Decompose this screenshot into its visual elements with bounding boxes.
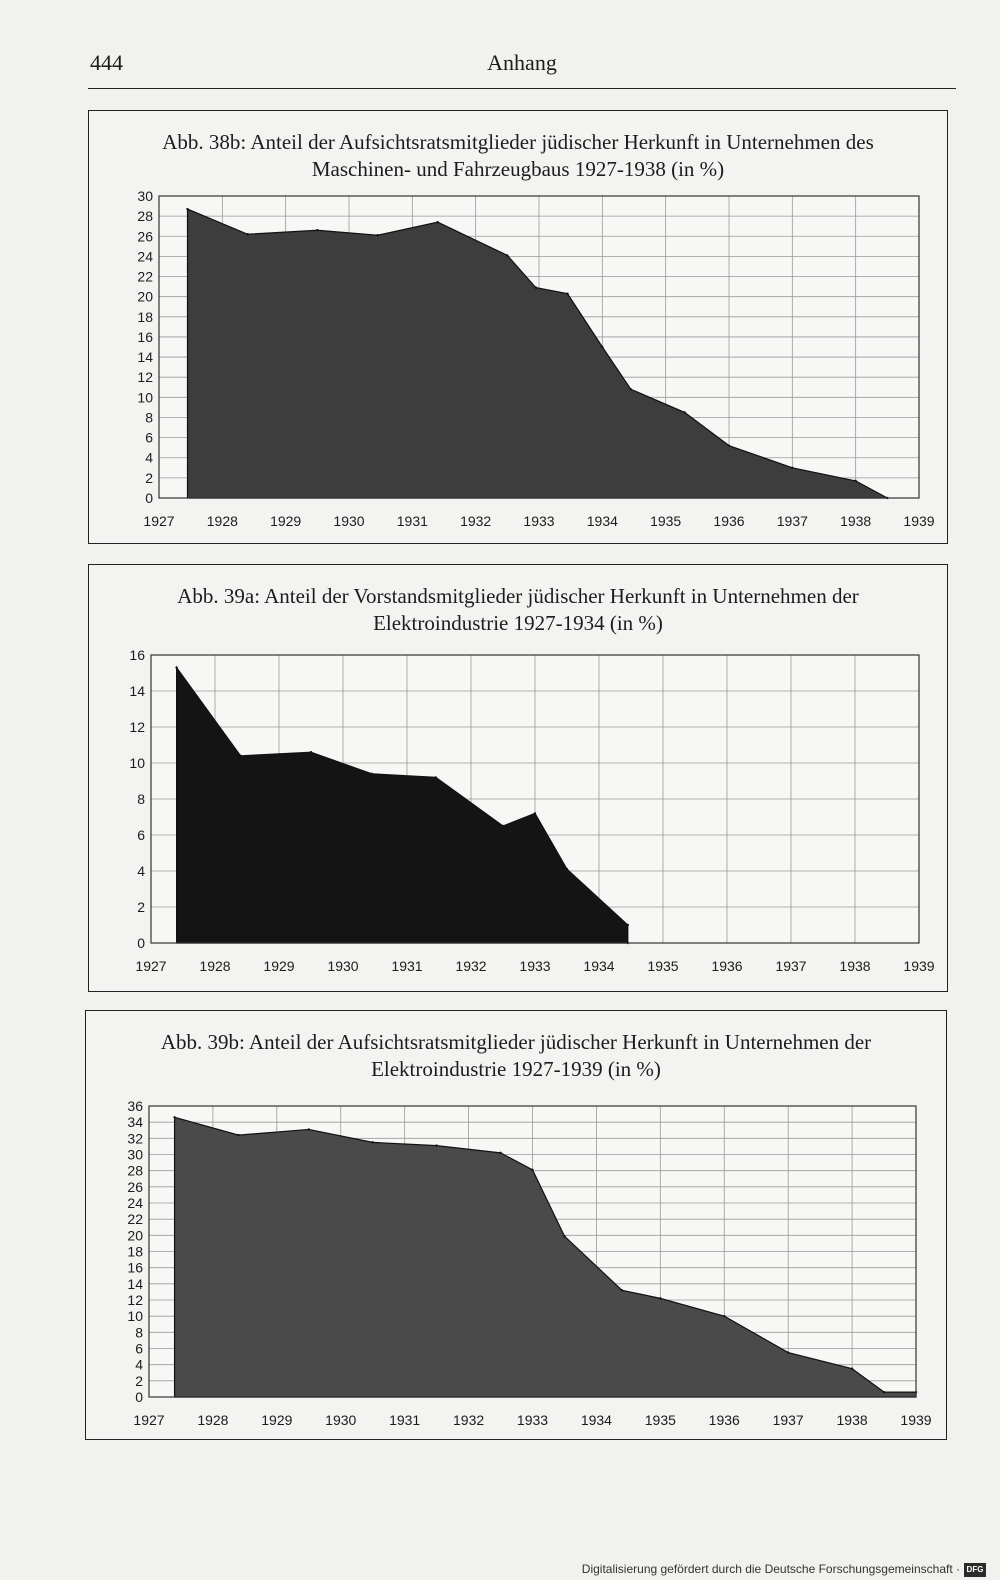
y-tick-label: 2 [135, 1372, 143, 1389]
x-tick-label: 1933 [519, 958, 551, 974]
y-tick-label: 8 [145, 409, 153, 426]
data-point [787, 1351, 789, 1353]
y-tick-label: 10 [127, 1308, 143, 1325]
x-tick-label: 1928 [199, 958, 231, 974]
data-point [316, 229, 318, 231]
y-tick-label: 6 [135, 1340, 143, 1357]
area-chart-39a [89, 565, 947, 991]
x-tick-label: 1939 [903, 958, 935, 974]
x-tick-label: 1930 [333, 513, 365, 529]
y-tick-label: 14 [127, 1275, 143, 1292]
y-tick-label: 18 [137, 308, 153, 325]
x-tick-label: 1934 [586, 513, 618, 529]
x-tick-label: 1935 [644, 1412, 676, 1428]
y-tick-label: 20 [137, 288, 153, 305]
x-tick-label: 1936 [708, 1412, 740, 1428]
data-point [630, 388, 632, 390]
y-tick-label: 6 [145, 429, 153, 446]
y-tick-label: 2 [137, 899, 145, 915]
x-tick-label: 1935 [647, 958, 679, 974]
x-tick-label: 1932 [453, 1412, 485, 1428]
y-tick-label: 30 [137, 188, 153, 204]
y-tick-label: 6 [137, 827, 145, 843]
y-tick-label: 36 [127, 1098, 143, 1114]
page-number: 444 [90, 50, 123, 75]
data-point [435, 776, 437, 778]
x-tick-label: 1933 [523, 513, 555, 529]
data-point [621, 1289, 623, 1291]
data-point [237, 1134, 239, 1136]
x-tick-label: 1934 [580, 1412, 612, 1428]
y-tick-label: 14 [129, 683, 145, 699]
x-tick-label: 1930 [327, 958, 359, 974]
area-chart-39b [86, 1011, 946, 1439]
data-point [535, 286, 537, 288]
running-head: Anhang [487, 50, 557, 75]
y-tick-label: 0 [135, 1389, 143, 1405]
x-tick-label: 1939 [900, 1412, 932, 1428]
figure-38b [88, 110, 948, 544]
data-point [239, 755, 241, 757]
chart-title: Abb. 39b: Anteil der Aufsichtsratsmitglieder jüdischer Herkunft in Unternehmen der Elektroindustrie 1927-1939 (in %) [160, 1030, 872, 1081]
data-point [435, 1144, 437, 1146]
x-tick-label: 1936 [713, 513, 745, 529]
x-tick-label: 1937 [775, 958, 807, 974]
y-tick-label: 22 [127, 1211, 143, 1228]
page-header [88, 50, 956, 89]
y-tick-label: 14 [137, 349, 153, 366]
y-tick-label: 32 [127, 1130, 143, 1147]
data-point [502, 825, 504, 827]
figure-39b [85, 1010, 947, 1440]
y-tick-label: 0 [145, 490, 153, 506]
x-tick-label: 1927 [133, 1412, 165, 1428]
data-point [371, 773, 373, 775]
data-point [308, 1128, 310, 1130]
footer-credit: Digitalisierung gefördert durch die Deutsche Forschungsgemeinschaft · [581, 1562, 960, 1576]
y-tick-label: 0 [137, 935, 145, 951]
y-tick-label: 26 [137, 228, 153, 245]
x-tick-label: 1933 [516, 1412, 549, 1428]
data-point [851, 1368, 853, 1370]
chart-title: Abb. 38b: Anteil der Aufsichtsratsmitglieder jüdischer Herkunft in Unternehmen des Maschinen- und Fahrzeugbaus 1927-1938 (in %) [162, 130, 874, 181]
data-point [728, 444, 730, 446]
area-chart-38b [89, 111, 947, 543]
y-tick-label: 4 [137, 863, 145, 879]
x-tick-label: 1927 [135, 958, 167, 974]
x-tick-label: 1938 [836, 1412, 868, 1428]
data-point [854, 480, 856, 482]
y-tick-label: 24 [137, 248, 153, 265]
x-tick-label: 1929 [261, 1412, 293, 1428]
x-tick-label: 1929 [263, 958, 295, 974]
x-tick-label: 1939 [903, 513, 935, 529]
x-tick-label: 1930 [325, 1412, 357, 1428]
y-tick-label: 10 [137, 389, 153, 406]
x-tick-label: 1937 [772, 1412, 804, 1428]
data-point [563, 1235, 565, 1237]
y-tick-label: 12 [129, 719, 145, 735]
data-point [186, 208, 188, 210]
y-tick-label: 12 [137, 369, 153, 386]
y-tick-label: 16 [137, 328, 153, 345]
data-point [506, 254, 508, 256]
data-point [627, 924, 629, 926]
data-point [683, 411, 685, 413]
x-tick-label: 1931 [396, 513, 428, 529]
chart-title: Abb. 39a: Anteil der Vorstandsmitglieder jüdischer Herkunft in Unternehmen der Elektroindustrie 1927-1934 (in %) [177, 584, 859, 635]
x-tick-label: 1932 [455, 958, 487, 974]
y-tick-label: 30 [127, 1146, 143, 1163]
data-point [175, 666, 177, 668]
y-tick-label: 20 [127, 1227, 143, 1244]
data-point [531, 1169, 533, 1171]
data-point [246, 233, 248, 235]
y-tick-label: 12 [127, 1292, 143, 1308]
data-point [173, 1116, 175, 1118]
x-tick-label: 1931 [389, 1412, 421, 1428]
y-tick-label: 4 [145, 449, 153, 466]
x-tick-label: 1927 [143, 513, 175, 529]
y-tick-label: 18 [127, 1243, 143, 1260]
data-point [659, 1297, 661, 1299]
x-tick-label: 1932 [460, 513, 492, 529]
x-tick-label: 1938 [839, 958, 871, 974]
data-point [566, 292, 568, 294]
data-point [601, 346, 603, 348]
y-tick-label: 28 [127, 1162, 143, 1179]
data-point [372, 1141, 374, 1143]
y-tick-label: 8 [137, 791, 145, 807]
y-tick-label: 10 [129, 755, 145, 771]
figure-39a [88, 564, 948, 992]
y-tick-label: 22 [137, 268, 153, 285]
x-tick-label: 1929 [270, 513, 302, 529]
dfg-logo: DFG [964, 1563, 986, 1577]
y-tick-label: 16 [127, 1259, 143, 1276]
x-tick-label: 1928 [206, 513, 238, 529]
y-tick-label: 26 [127, 1178, 143, 1195]
data-point [791, 467, 793, 469]
x-tick-label: 1931 [391, 958, 423, 974]
x-tick-label: 1936 [711, 958, 743, 974]
x-tick-label: 1938 [840, 513, 872, 529]
data-point [499, 1152, 501, 1154]
y-tick-label: 4 [135, 1356, 143, 1373]
y-tick-label: 28 [137, 208, 153, 225]
y-tick-label: 34 [127, 1114, 143, 1131]
x-tick-label: 1928 [197, 1412, 229, 1428]
data-point [883, 1391, 885, 1393]
y-tick-label: 8 [135, 1324, 143, 1341]
y-tick-label: 2 [145, 469, 153, 486]
data-point [436, 221, 438, 223]
y-tick-label: 24 [127, 1195, 143, 1211]
data-point [310, 751, 312, 753]
y-tick-label: 16 [129, 647, 145, 663]
x-tick-label: 1934 [583, 958, 615, 974]
x-tick-label: 1935 [650, 513, 682, 529]
x-tick-label: 1937 [776, 513, 808, 529]
data-point [534, 812, 536, 814]
data-point [566, 868, 568, 870]
data-point [376, 234, 378, 236]
data-point [723, 1315, 725, 1317]
